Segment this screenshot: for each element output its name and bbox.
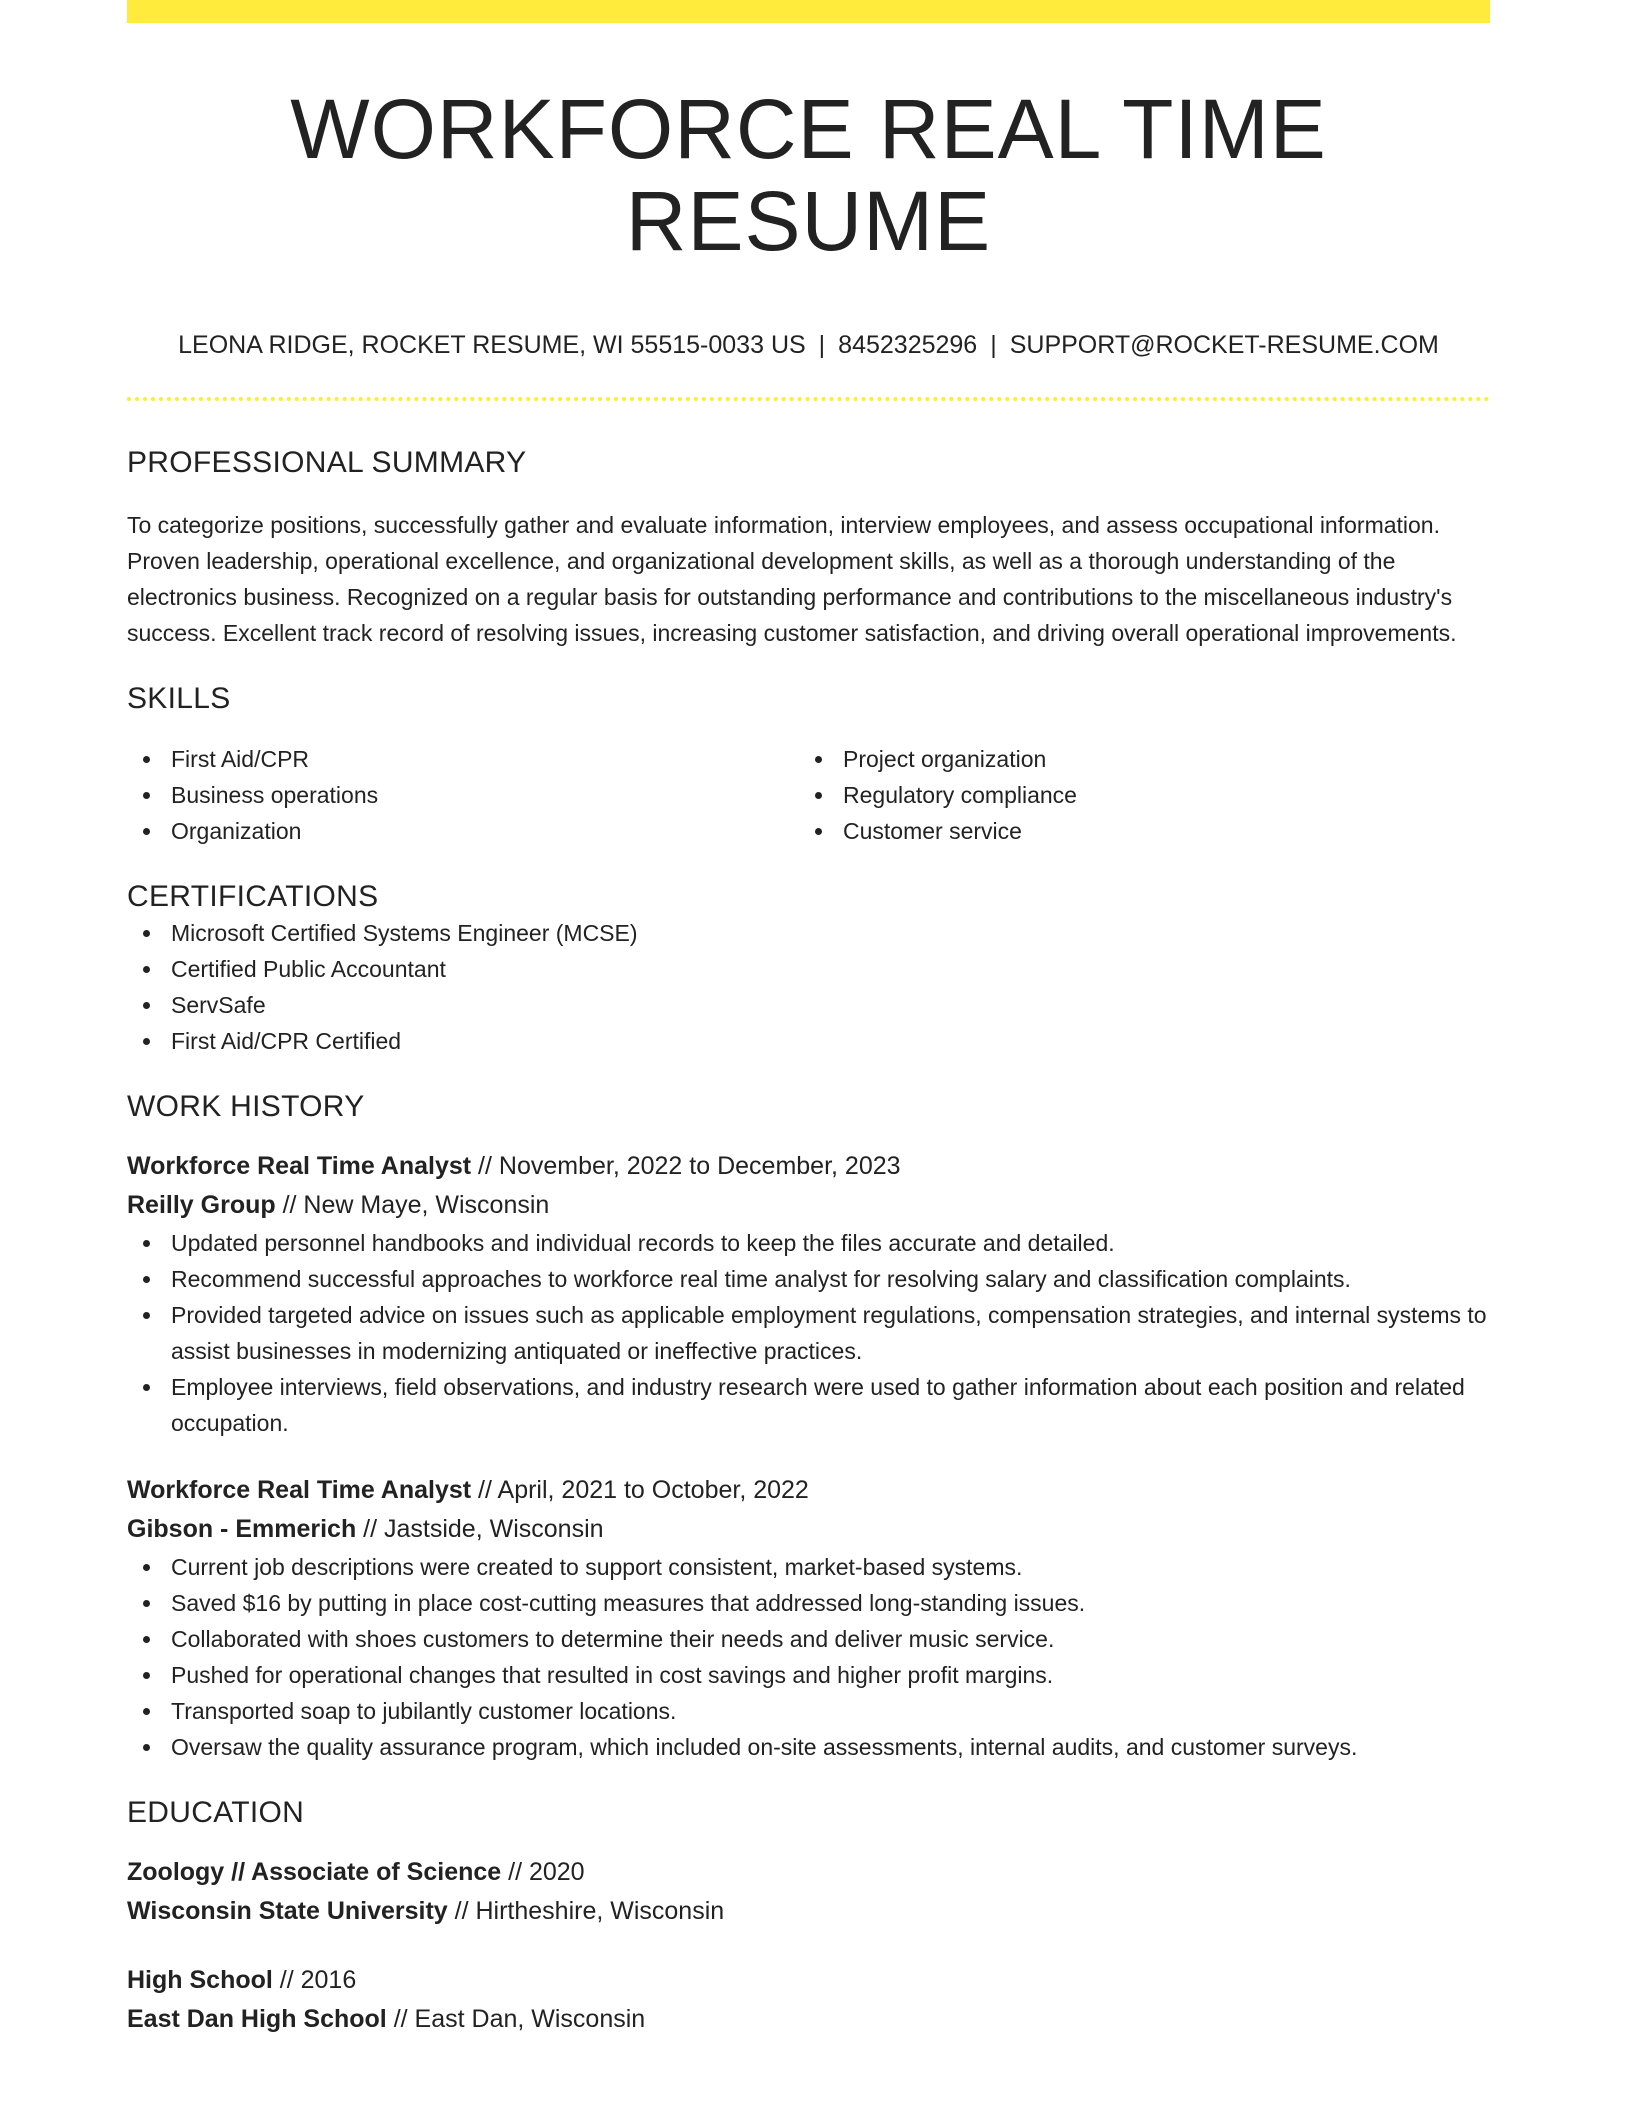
certification-label: Certified Public Accountant: [171, 955, 446, 982]
job-role-line: [127, 1471, 1490, 1510]
education-degree-line: [127, 1853, 1490, 1892]
skills-grid: [127, 741, 1490, 849]
list-item: [127, 741, 799, 777]
top-accent-bar: [127, 0, 1490, 23]
education-year: // 2016: [272, 1965, 357, 1994]
contact-separator: |: [990, 330, 997, 359]
job-role: Workforce Real Time Analyst: [127, 1151, 472, 1180]
education-entry: [127, 1961, 1490, 2039]
bullet-icon: [143, 1636, 150, 1643]
job-bullet-text: Recommend successful approaches to workforce real time analyst for resolving salary and classification complaints.: [171, 1265, 1351, 1292]
job-company-line: [127, 1186, 1490, 1225]
bullet-icon: [143, 1564, 150, 1571]
list-item: [127, 987, 1490, 1023]
list-item: [127, 777, 799, 813]
job-bullet-text: Oversaw the quality assurance program, which included on-site assessments, internal audits, and customer surveys.: [171, 1733, 1358, 1760]
job-bullet-text: Employee interviews, field observations, and industry research were used to gather information about each position and related occupation.: [171, 1373, 1465, 1436]
contact-line: [127, 330, 1490, 360]
job-bullet-text: Saved $16 by putting in place cost-cutting measures that addressed long-standing issues.: [171, 1589, 1086, 1616]
list-item: [127, 1585, 1490, 1621]
education-school: Wisconsin State University: [127, 1896, 448, 1925]
bullet-icon: [143, 930, 150, 937]
education-degree-line: [127, 1961, 1490, 2000]
skills-list-right: [799, 741, 1471, 849]
job-bullet-text: Current job descriptions were created to support consistent, market-based systems.: [171, 1553, 1023, 1580]
list-item: [799, 777, 1471, 813]
bullet-icon: [815, 756, 822, 763]
contact-address: LEONA RIDGE, ROCKET RESUME, WI 55515-0033 US: [178, 330, 806, 359]
certification-label: ServSafe: [171, 991, 266, 1018]
job-bullet-list: [127, 1225, 1490, 1441]
bullet-icon: [143, 756, 150, 763]
bullet-icon: [143, 1708, 150, 1715]
job-location: // Jastside, Wisconsin: [356, 1514, 604, 1543]
job-bullet-list: [127, 1549, 1490, 1765]
education-school-line: [127, 2000, 1490, 2039]
education-school: East Dan High School: [127, 2004, 387, 2033]
section-title-skills: SKILLS: [127, 681, 231, 715]
list-item: [799, 813, 1471, 849]
certification-label: First Aid/CPR Certified: [171, 1027, 402, 1054]
resume-page: [127, 0, 1490, 2039]
skill-label: Organization: [171, 817, 302, 844]
skill-label: Business operations: [171, 781, 379, 808]
bullet-icon: [815, 792, 822, 799]
job-entry: [127, 1147, 1490, 1441]
list-item: [127, 1369, 1490, 1441]
job-company: Reilly Group: [127, 1190, 276, 1219]
bullet-icon: [815, 828, 822, 835]
skill-label: Project organization: [843, 745, 1047, 772]
job-dates: // November, 2022 to December, 2023: [471, 1151, 901, 1180]
list-item: [799, 741, 1471, 777]
skill-label: Regulatory compliance: [843, 781, 1077, 808]
bullet-icon: [143, 966, 150, 973]
skill-label: First Aid/CPR: [171, 745, 310, 772]
contact-separator: |: [818, 330, 826, 359]
job-bullet-text: Provided targeted advice on issues such as applicable employment regulations, compensation strategies, and internal systems to assist businesses in modernizing antiquated or ineffective practices.: [171, 1301, 1487, 1364]
contact-email: SUPPORT@ROCKET-RESUME.COM: [1009, 330, 1439, 359]
job-bullet-text: Pushed for operational changes that resulted in cost savings and higher profit margins.: [171, 1661, 1054, 1688]
list-item: [127, 1657, 1490, 1693]
list-item: [127, 1693, 1490, 1729]
job-entry: [127, 1471, 1490, 1765]
education-entry: [127, 1853, 1490, 1931]
list-item: [127, 1621, 1490, 1657]
section-title-education: EDUCATION: [127, 1795, 305, 1829]
certification-label: Microsoft Certified Systems Engineer (MCSE): [171, 919, 638, 946]
section-title-summary: PROFESSIONAL SUMMARY: [127, 445, 527, 479]
education-location: // Hirtheshire, Wisconsin: [447, 1896, 725, 1925]
bullet-icon: [143, 1744, 150, 1751]
education-location: // East Dan, Wisconsin: [386, 2004, 646, 2033]
job-bullet-text: Transported soap to jubilantly customer locations.: [171, 1697, 677, 1724]
education-school-line: [127, 1892, 1490, 1931]
section-title-work-history: WORK HISTORY: [127, 1089, 365, 1123]
job-role: Workforce Real Time Analyst: [127, 1475, 472, 1504]
job-dates: // April, 2021 to October, 2022: [471, 1475, 809, 1504]
list-item: [127, 1729, 1490, 1765]
list-item: [127, 1549, 1490, 1585]
education-degree: High School: [127, 1965, 273, 1994]
list-item: [127, 1261, 1490, 1297]
bullet-icon: [143, 1276, 150, 1283]
job-role-line: [127, 1147, 1490, 1186]
skills-column-left: [127, 741, 799, 849]
job-bullet-text: Collaborated with shoes customers to determine their needs and deliver music service.: [171, 1625, 1055, 1652]
bullet-icon: [143, 1240, 150, 1247]
resume-title: WORKFORCE REAL TIME RESUME: [290, 82, 1327, 269]
bullet-icon: [143, 1384, 150, 1391]
education-degree: Zoology // Associate of Science: [127, 1857, 502, 1886]
list-item: [127, 951, 1490, 987]
job-company-line: [127, 1510, 1490, 1549]
bullet-icon: [143, 1672, 150, 1679]
bullet-icon: [143, 1038, 150, 1045]
bullet-icon: [143, 828, 150, 835]
certifications-list: [127, 915, 1490, 1059]
section-title-certifications: CERTIFICATIONS: [127, 879, 379, 913]
list-item: [127, 1023, 1490, 1059]
job-location: // New Maye, Wisconsin: [275, 1190, 550, 1219]
skill-label: Customer service: [843, 817, 1022, 844]
bullet-icon: [143, 792, 150, 799]
list-item: [127, 1225, 1490, 1261]
job-bullet-text: Updated personnel handbooks and individual records to keep the files accurate and detailed.: [171, 1229, 1115, 1256]
bullet-icon: [143, 1002, 150, 1009]
list-item: [127, 915, 1490, 951]
dotted-divider: [127, 397, 1490, 401]
skills-list-left: [127, 741, 799, 849]
list-item: [127, 1297, 1490, 1369]
bullet-icon: [143, 1312, 150, 1319]
skills-column-right: [799, 741, 1471, 849]
bullet-icon: [143, 1600, 150, 1607]
contact-phone: 8452325296: [838, 330, 978, 359]
job-company: Gibson - Emmerich: [127, 1514, 357, 1543]
list-item: [127, 813, 799, 849]
summary-text: To categorize positions, successfully gather and evaluate information, interview employees, and assess occupational information. Proven leadership, operational excellence, and organizational development skills, as well as a thorough understanding of the electronics business. Recognized on a regular basis for outstanding performance and contributions to the miscellaneous industry's success. Excellent track record of resolving issues, increasing customer satisfaction, and driving overall operational improvements.: [127, 511, 1457, 646]
education-year: // 2020: [501, 1857, 585, 1886]
